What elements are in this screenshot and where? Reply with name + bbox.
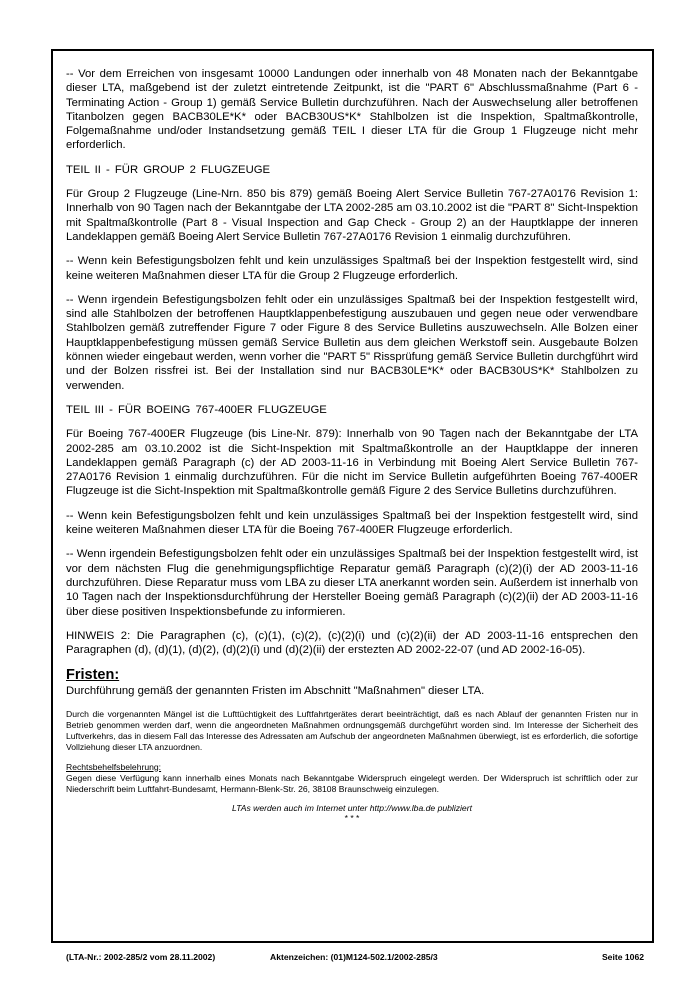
- paragraph-group2-findings: -- Wenn irgendein Befestigungsbolzen fehlt oder ein unzulässiges Spaltmaß bei der Inspektion festgestellt wird, sind alle Stahlbolzen der betroffenen Hauptklappenbefestigung auszubauen und gegen neue oder verwendbare Stahlbolzen gemäß zutreffender Figure 7 oder Figure 8 des Service Bulletins auszuwechseln. Alle Bolzen einer Hauptklappenbefestigung müssen gemäß Service Bulletin aus dem gleichen Werkstoff sein. Ausgebaute Bolzen können wieder eingebaut werden, wenn vorher die "PART 5" Rissprüfung gemäß Service Bulletin durchgführt wird und der Bolzen rissfrei ist. Bei der Installation sind nur BACB30LE*K* oder BACB30US*K* Stahlbolzen zu verwenden.: [66, 293, 638, 392]
- end-stars: * * *: [344, 813, 360, 824]
- heading-teil-2: TEIL II - FÜR GROUP 2 FLUGZEUGE: [66, 163, 271, 176]
- footer-page-number: Seite 1062: [601, 952, 644, 962]
- internet-note: LTAs werden auch im Internet unter http://www.lba.de publiziert: [232, 803, 472, 814]
- paragraph-767-400er-findings: -- Wenn irgendein Befestigungsbolzen fehlt oder ein unzulässiges Spaltmaß bei der Inspektion festgestellt wird, ist vor dem nächsten Flug die genehmigungspflichtige Reparatur gemäß Paragraph (c)(2)(i) der AD 2003-11-16 durchzuführen. Diese Reparatur muss vom LBA zu dieser LTA anerkannt worden sein. Außerdem ist innerhalb von 10 Tagen nach der Inspektionsdurchführung der Hersteller Boeing gemäß Paragraph (c)(2)(ii) der AD 2003-11-16 über diese positiven Inspektionsbefunde zu informieren.: [66, 548, 638, 618]
- fristen-heading: Fristen:: [66, 667, 120, 684]
- footer-aktenzeichen: Aktenzeichen: (01)M124-502.1/2002-285/3: [270, 952, 438, 962]
- heading-teil-3: TEIL III - FÜR BOEING 767-400ER FLUGZEUGE: [66, 403, 327, 416]
- rechtsbehelfsbelehrung-heading: Rechtsbehelfsbelehrung:: [66, 761, 162, 772]
- document-body: [66, 67, 638, 822]
- footer-lta-number: (LTA-Nr.: 2002-285/2 vom 28.11.2002): [66, 952, 216, 962]
- fristen-text: Durchführung gemäß der genannten Fristen im Abschnitt "Maßnahmen" dieser LTA.: [66, 685, 485, 698]
- paragraph-part6-terminating: -- Vor dem Erreichen von insgesamt 10000 Landungen oder innerhalb von 48 Monaten nach der Bekanntgabe dieser LTA, maßgebend ist der zuletzt eintretende Zeitpunkt, ist die "PART 6" Abschlussmaßnahme (Part 6 - Terminating Action - Group 1) gemäß Service Bulletin durchzuführen. Nach der Auswechselung aller betroffenen Titanbolzen gegen BACB30LE*K* oder BACB30US*K* Stahlbolzen ist die Inspektion, Spaltmaßkontrolle, Folgemaßnahme und/oder Instandsetzung gemäß TEIL I dieser LTA für die Group 1 Flugzeuge nicht mehr erforderlich.: [66, 68, 638, 152]
- sofortige-vollziehung-notice: Durch die vorgenannten Mängel ist die Lufttüchtigkeit des Luftfahrtgerätes derart beeinträchtigt, daß es nach Ablauf der genannten Fristen nur in Betrieb genommen werden darf, wenn die angeordneten Maßnahmen ordnungsgemäß durchgeführt worden sind. Im Interesse der Sicherheit des Luftverkehrs, das in diesem Fall das Interesse des Adressaten am Aufschub der angeordneten Maßnahmen überwiegt, ist es erforderlich, die sofortige Vollziehung dieser LTA anzuordnen.: [66, 708, 638, 753]
- paragraph-group2-no-findings: -- Wenn kein Befestigungsbolzen fehlt und kein unzulässiges Spaltmaß bei der Inspektion festgestellt wird, sind keine weiteren Maßnahmen dieser LTA für die Group 2 Flugzeuge erforderlich.: [66, 255, 638, 282]
- paragraph-767-400er-inspection: Für Boeing 767-400ER Flugzeuge (bis Line-Nr. 879): Innerhalb von 90 Tagen nach der Bekanntgabe der LTA 2002-285 am 03.10.2002 ist die Sicht-Inspektion mit Spaltmaßkontrolle an der Hauptklappe der inneren Landeklappen gemäß Paragraph (c) der AD 2003-11-16 in Verbindung mit Boeing Alert Service Bulletin 767-27A0176 Revision 1 einmalig durchzuführen. Für die nicht im Service Bulletin aufgeführten Boeing 767-400ER Flugzeuge ist die Sicht-Inspektion mit Spaltmaßkontrolle gemäß Figure 2 des Service Bulletins durchzuführen.: [66, 428, 638, 498]
- paragraph-hinweis-2: HINWEIS 2: Die Paragraphen (c), (c)(1), (c)(2), (c)(2)(i) und (c)(2)(ii) der AD 2003-11-16 entsprechen den Paragraphen (d), (d)(1), (d)(2), (d)(2)(i) und (d)(2)(ii) der erstezten AD 2002-22-07 (und AD 2002-16-05).: [66, 629, 638, 657]
- rechtsbehelfsbelehrung-text: Gegen diese Verfügung kann innerhalb eines Monats nach Bekanntgabe Widerspruch eingelegt werden. Der Widerspruch ist schriftlich oder zur Niederschrift beim Luftfahrt-Bundesamt, Hermann-Blenk-Str. 26, 38108 Braunschweig einzulegen.: [66, 772, 638, 794]
- paragraph-767-400er-no-findings: -- Wenn kein Befestigungsbolzen fehlt und kein unzulässiges Spaltmaß bei der Inspektion festgestellt wird, sind keine weiteren Maßnahmen dieser LTA für die Boeing 767-400ER Flugzeuge erforderlich.: [66, 509, 638, 537]
- paragraph-group2-inspection: Für Group 2 Flugzeuge (Line-Nrn. 850 bis 879) gemäß Boeing Alert Service Bulletin 767-27A0176 Revision 1: Innerhalb von 90 Tagen nach der Bekanntgabe der LTA 2002-285 am 03.10.2002 ist die "PART 8" Sicht-Inspektion mit Spaltmaßkontrolle (Part 8 - Visual Inspection and Gap Check - Group 2) an der Hauptklappe der inneren Landeklappen gemäß Boeing Alert Service Bulletin 767-27A0176 Revision 1 einmalig durchzuführen.: [66, 188, 638, 243]
